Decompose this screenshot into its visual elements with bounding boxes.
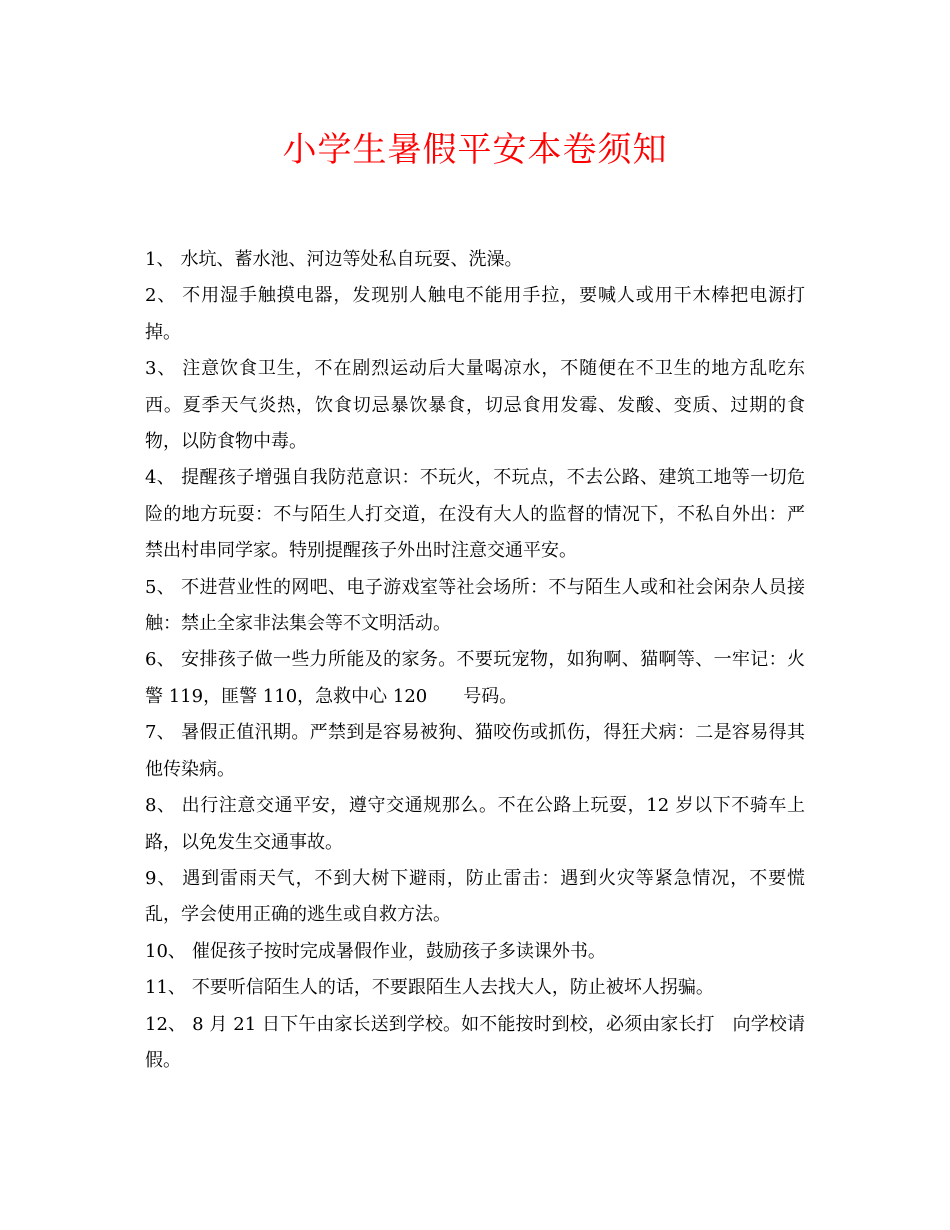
item-text: 遇到雷雨天气，不到大树下避雨，防止雷击：遇到火灾等紧急情况，不要慌乱，学会使用正确的逃生或自救方法。 <box>145 867 805 926</box>
item-text: 出行注意交通平安，遵守交通规那么。不在公路上玩耍，12 岁以下不骑车上路，以免发生交通事故。 <box>145 795 805 853</box>
list-item <box>145 861 805 934</box>
item-number: 4、 <box>145 467 176 489</box>
item-text: 注意饮食卫生，不在剧烈运动后大量喝凉水，不随便在不卫生的地方乱吃东西。夏季天气炎热，饮食切忌暴饮暴食，切忌食用发霉、发酸、变质、过期的食物，以防食物中毒。 <box>145 358 805 453</box>
notice-list <box>145 242 805 1079</box>
list-item <box>145 788 805 861</box>
item-text: 催促孩子按时完成暑假作业，鼓励孩子多读课外书。 <box>191 940 606 962</box>
item-number: 12、 <box>145 1013 187 1035</box>
list-item <box>145 351 805 460</box>
list-item <box>145 970 805 1006</box>
item-number: 8、 <box>145 795 176 817</box>
item-number: 5、 <box>145 576 176 598</box>
document-title: 小学生暑假平安本卷须知 <box>282 130 668 170</box>
item-number: 9、 <box>145 867 177 889</box>
list-item <box>145 1007 805 1080</box>
list-item <box>145 934 805 970</box>
item-text: 不要听信陌生人的话，不要跟陌生人去找大人，防止被坏人拐骗。 <box>191 977 714 999</box>
item-number: 10、 <box>145 940 186 962</box>
item-text: 不用湿手触摸电器，发现别人触电不能用手拉，要喊人或用干木棒把电源打掉。 <box>145 285 805 343</box>
item-text: 不进营业性的网吧、电子游戏室等社会场所：不与陌生人或和社会闲杂人员接触：禁止全家非法集会等不文明活动。 <box>145 576 805 635</box>
item-number: 3、 <box>145 358 177 380</box>
item-text: 安排孩子做一些力所能及的家务。不要玩宠物，如狗啊、猫啊等、一牢记：火警 119，匪警 110，急救中心 120 号码。 <box>145 649 805 707</box>
item-number: 11、 <box>145 977 186 999</box>
item-text: 8 月 21 日下午由家长送到学校。如不能按时到校，必须由家长打 向学校请假。 <box>145 1013 805 1071</box>
list-item <box>145 715 805 788</box>
list-item <box>145 460 805 569</box>
item-number: 6、 <box>145 649 176 671</box>
list-item <box>145 570 805 643</box>
item-number: 2、 <box>145 285 177 307</box>
list-item <box>145 642 805 715</box>
item-text: 暑假正值汛期。严禁到是容易被狗、猫咬伤或抓伤，得狂犬病：二是容易得其他传染病。 <box>145 722 805 780</box>
item-number: 1、 <box>145 249 175 270</box>
list-item <box>145 278 805 351</box>
item-text: 提醒孩子增强自我防范意识：不玩火，不玩点，不去公路、建筑工地等一切危险的地方玩耍：不与陌生人打交道，在没有大人的监督的情况下，不私自外出：严禁出村串同学家。特别提醒孩子外出时注意交通平安。 <box>145 467 805 562</box>
item-text: 水坑、蓄水池、河边等处私自玩耍、洗澡。 <box>180 249 523 270</box>
list-item <box>145 242 805 278</box>
item-number: 7、 <box>145 722 176 744</box>
